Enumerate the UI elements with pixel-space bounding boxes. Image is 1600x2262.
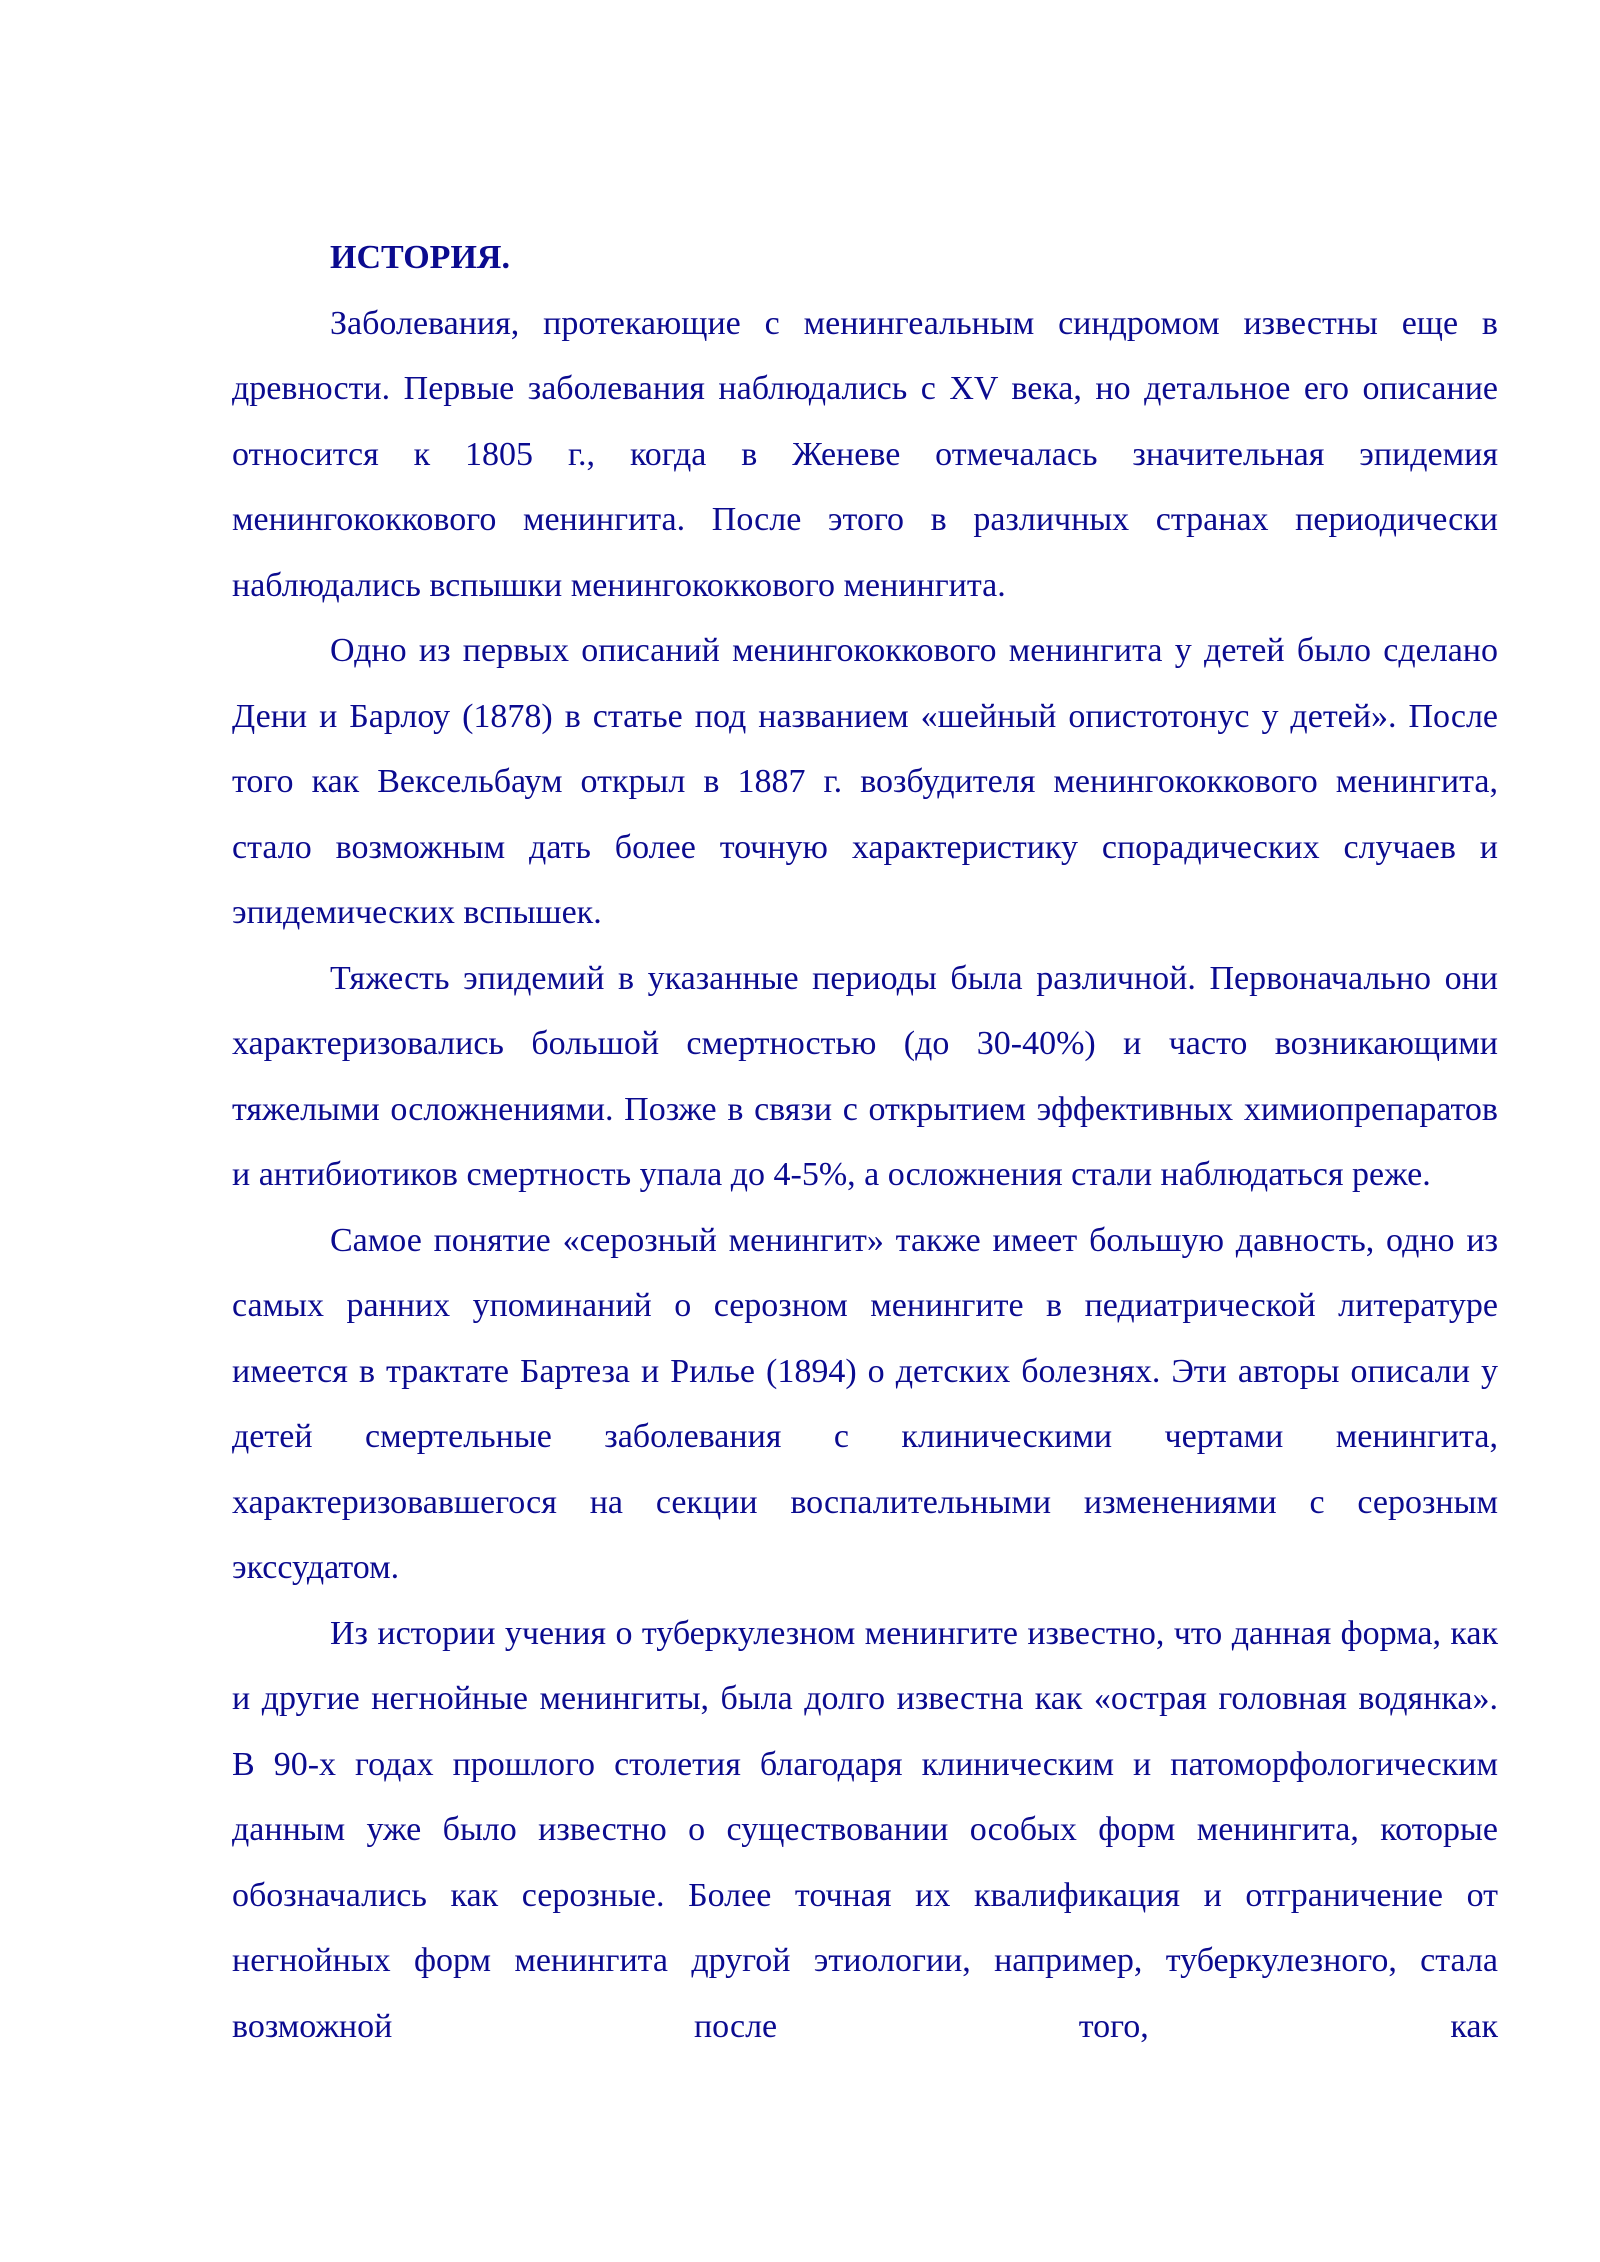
section-heading: ИСТОРИЯ. xyxy=(330,239,510,276)
paragraph-5: Из истории учения о туберкулезном менингите известно, что данная форма, как и другие негнойные менингиты, была долго известна как «острая головная водянка». В 90-х годах прошлого столетия благодаря клиническим и патоморфологическим данным уже было известно о существовании особых форм менингита, которые обозначались как серозные. Более точная их квалификация и отграничение от негнойных форм менингита другой этиологии, например, туберкулезного, стала возможной после того, как xyxy=(232,1614,1498,2045)
paragraph-1: Заболевания, протекающие с менингеальным синдромом известны еще в древности. Первые заболевания наблюдались с XV века, но детальное его описание относится к 1805 г., когда в Женеве отмечалась значительная эпидемия менингококкового менингита. После этого в различных странах периодически наблюдались вспышки менингококкового менингита. xyxy=(232,304,1498,604)
paragraph-3: Тяжесть эпидемий в указанные периоды была различной. Первоначально они характеризовались большой смертностью (до 30-40%) и часто возникающими тяжелыми осложнениями. Позже в связи с открытием эффективных химиопрепаратов и антибиотиков смертность упала до 4-5%, а осложнения стали наблюдаться реже. xyxy=(232,959,1498,1193)
paragraph-2: Одно из первых описаний менингококкового менингита у детей было сделано Дени и Барлоу (1878) в статье под названием «шейный опистотонус у детей». После того как Вексельбаум открыл в 1887 г. возбудителя менингококкового менингита, стало возможным дать более точную характеристику спорадических случаев и эпидемических вспышек. xyxy=(232,632,1498,931)
paragraph-4: Самое понятие «серозный менингит» также имеет большую давность, одно из самых ранних упоминаний о серозном менингите в педиатрической литературе имеется в трактате Бартеза и Рилье (1894) о детских болезнях. Эти авторы описали у детей смертельные заболевания с клиническими чертами менингита, характеризовавшегося на секции воспалительными изменениями с серозным экссудатом. xyxy=(232,1221,1498,1586)
document-page xyxy=(232,225,1498,2059)
